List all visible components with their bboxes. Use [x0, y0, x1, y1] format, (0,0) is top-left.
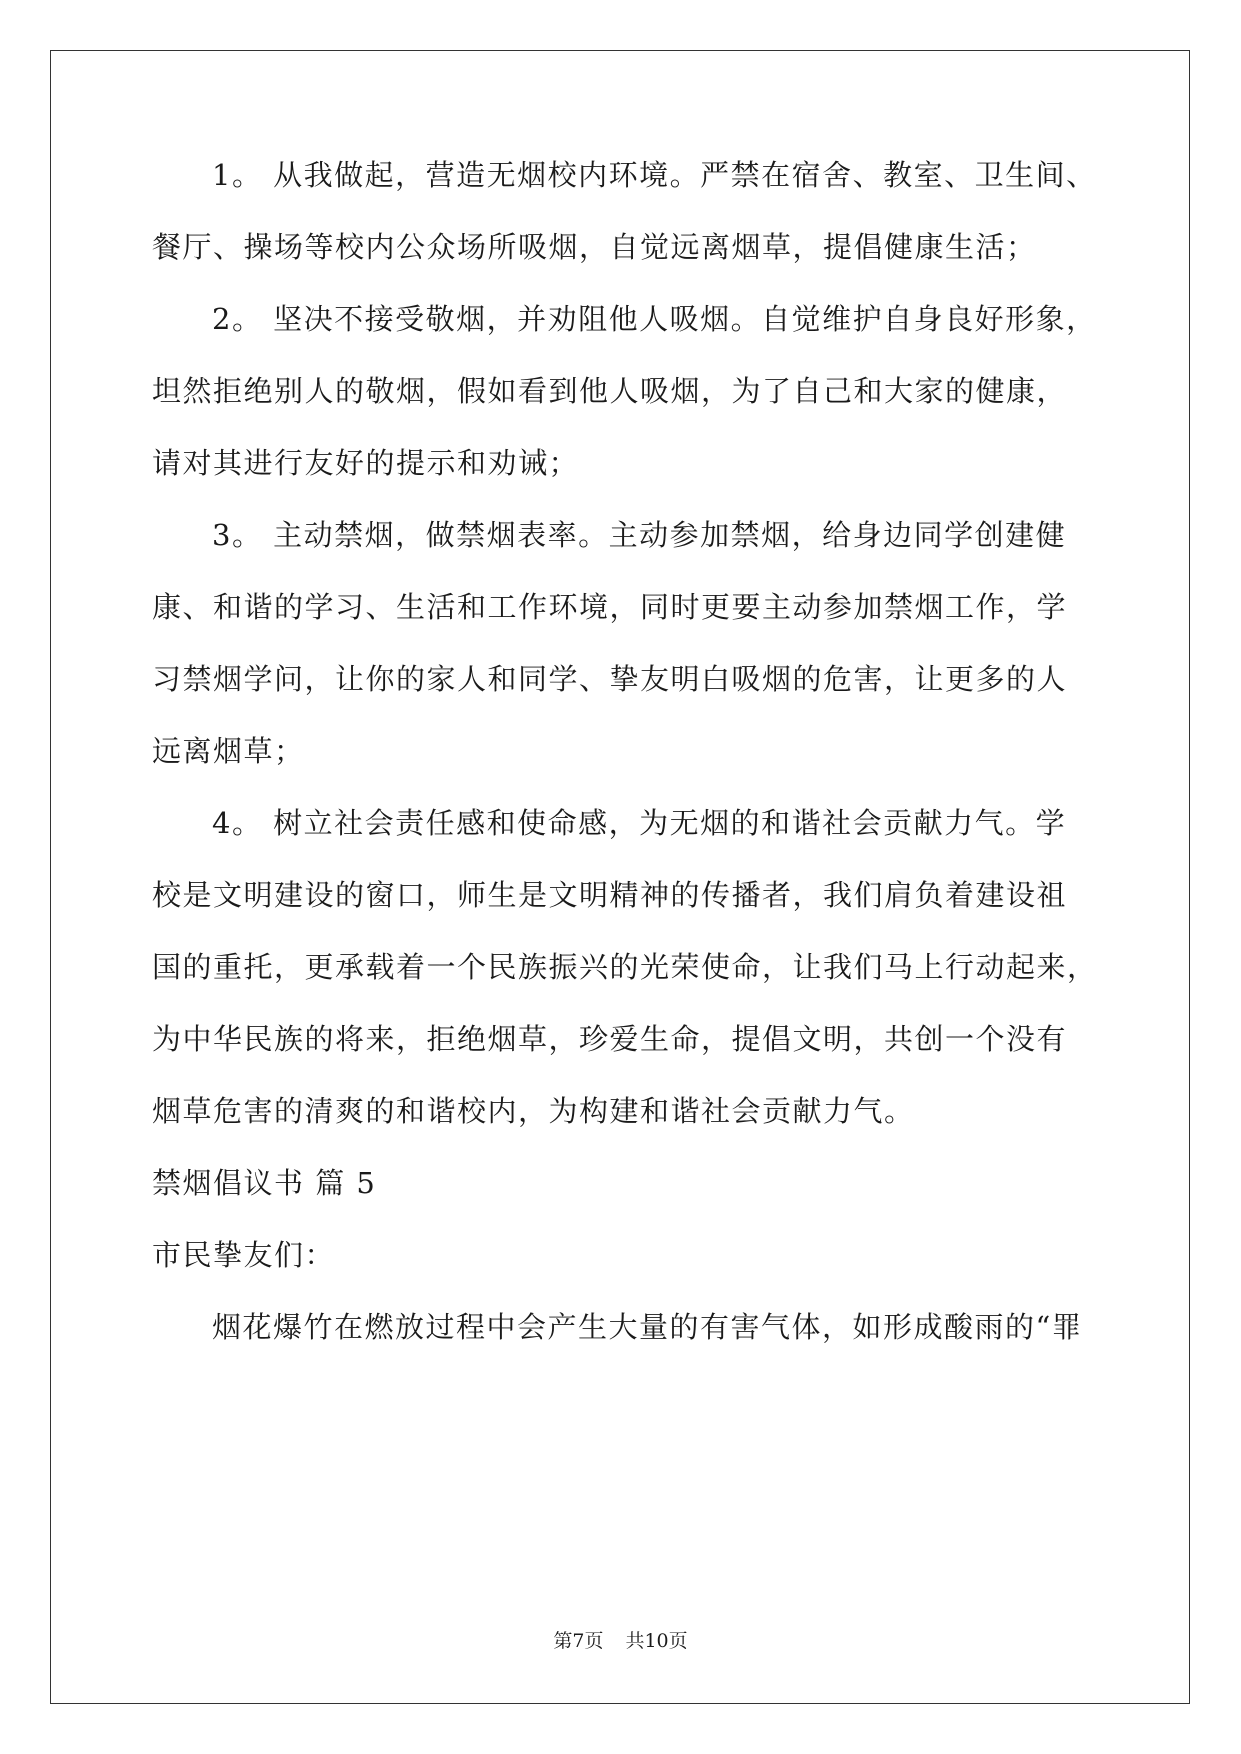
paragraph-line: 远离烟草；	[152, 734, 305, 768]
paragraph-line: 4。 树立社会责任感和使命感，为无烟的和谐社会贡献力气。学	[212, 806, 1067, 840]
paragraph-line: 请对其进行友好的提示和劝诫；	[152, 446, 580, 480]
paragraph-line: 国的重托，更承载着一个民族振兴的光荣使命，让我们马上行动起来，	[152, 950, 1098, 984]
paragraph-line: 习禁烟学问，让你的家人和同学、挚友明白吸烟的危害，让更多的人	[152, 662, 1068, 696]
paragraph-line: 2。 坚决不接受敬烟，并劝阻他人吸烟。自觉维护自身良好形象，	[212, 302, 1097, 336]
paragraph-line: 为中华民族的将来，拒绝烟草，珍爱生命，提倡文明，共创一个没有	[152, 1022, 1068, 1056]
page-number-current: 第7页	[553, 1630, 604, 1652]
paragraph-line: 校是文明建设的窗口，师生是文明精神的传播者，我们肩负着建设祖	[152, 878, 1068, 912]
paragraph-line: 康、和谐的学习、生活和工作环境，同时更要主动参加禁烟工作，学	[152, 590, 1068, 624]
paragraph-line: 烟草危害的清爽的和谐校内，为构建和谐社会贡献力气。	[152, 1094, 915, 1128]
page-footer	[0, 1629, 1241, 1653]
paragraph-line: 3。 主动禁烟，做禁烟表率。主动参加禁烟，给身边同学创建健	[212, 518, 1067, 552]
paragraph-line: 坦然拒绝别人的敬烟，假如看到他人吸烟，为了自己和大家的健康，	[152, 374, 1068, 408]
salutation: 市民挚友们：	[152, 1238, 336, 1272]
paragraph-line: 烟花爆竹在燃放过程中会产生大量的有害气体，如形成酸雨的“罪	[212, 1310, 1083, 1344]
paragraph-line: 餐厅、操场等校内公众场所吸烟，自觉远离烟草，提倡健康生活；	[152, 230, 1037, 264]
section-heading: 禁烟倡议书 篇 5	[152, 1166, 377, 1200]
page-number-total: 共10页	[625, 1630, 688, 1652]
paragraph-line: 1。 从我做起，营造无烟校内环境。严禁在宿舍、教室、卫生间、	[212, 158, 1097, 192]
